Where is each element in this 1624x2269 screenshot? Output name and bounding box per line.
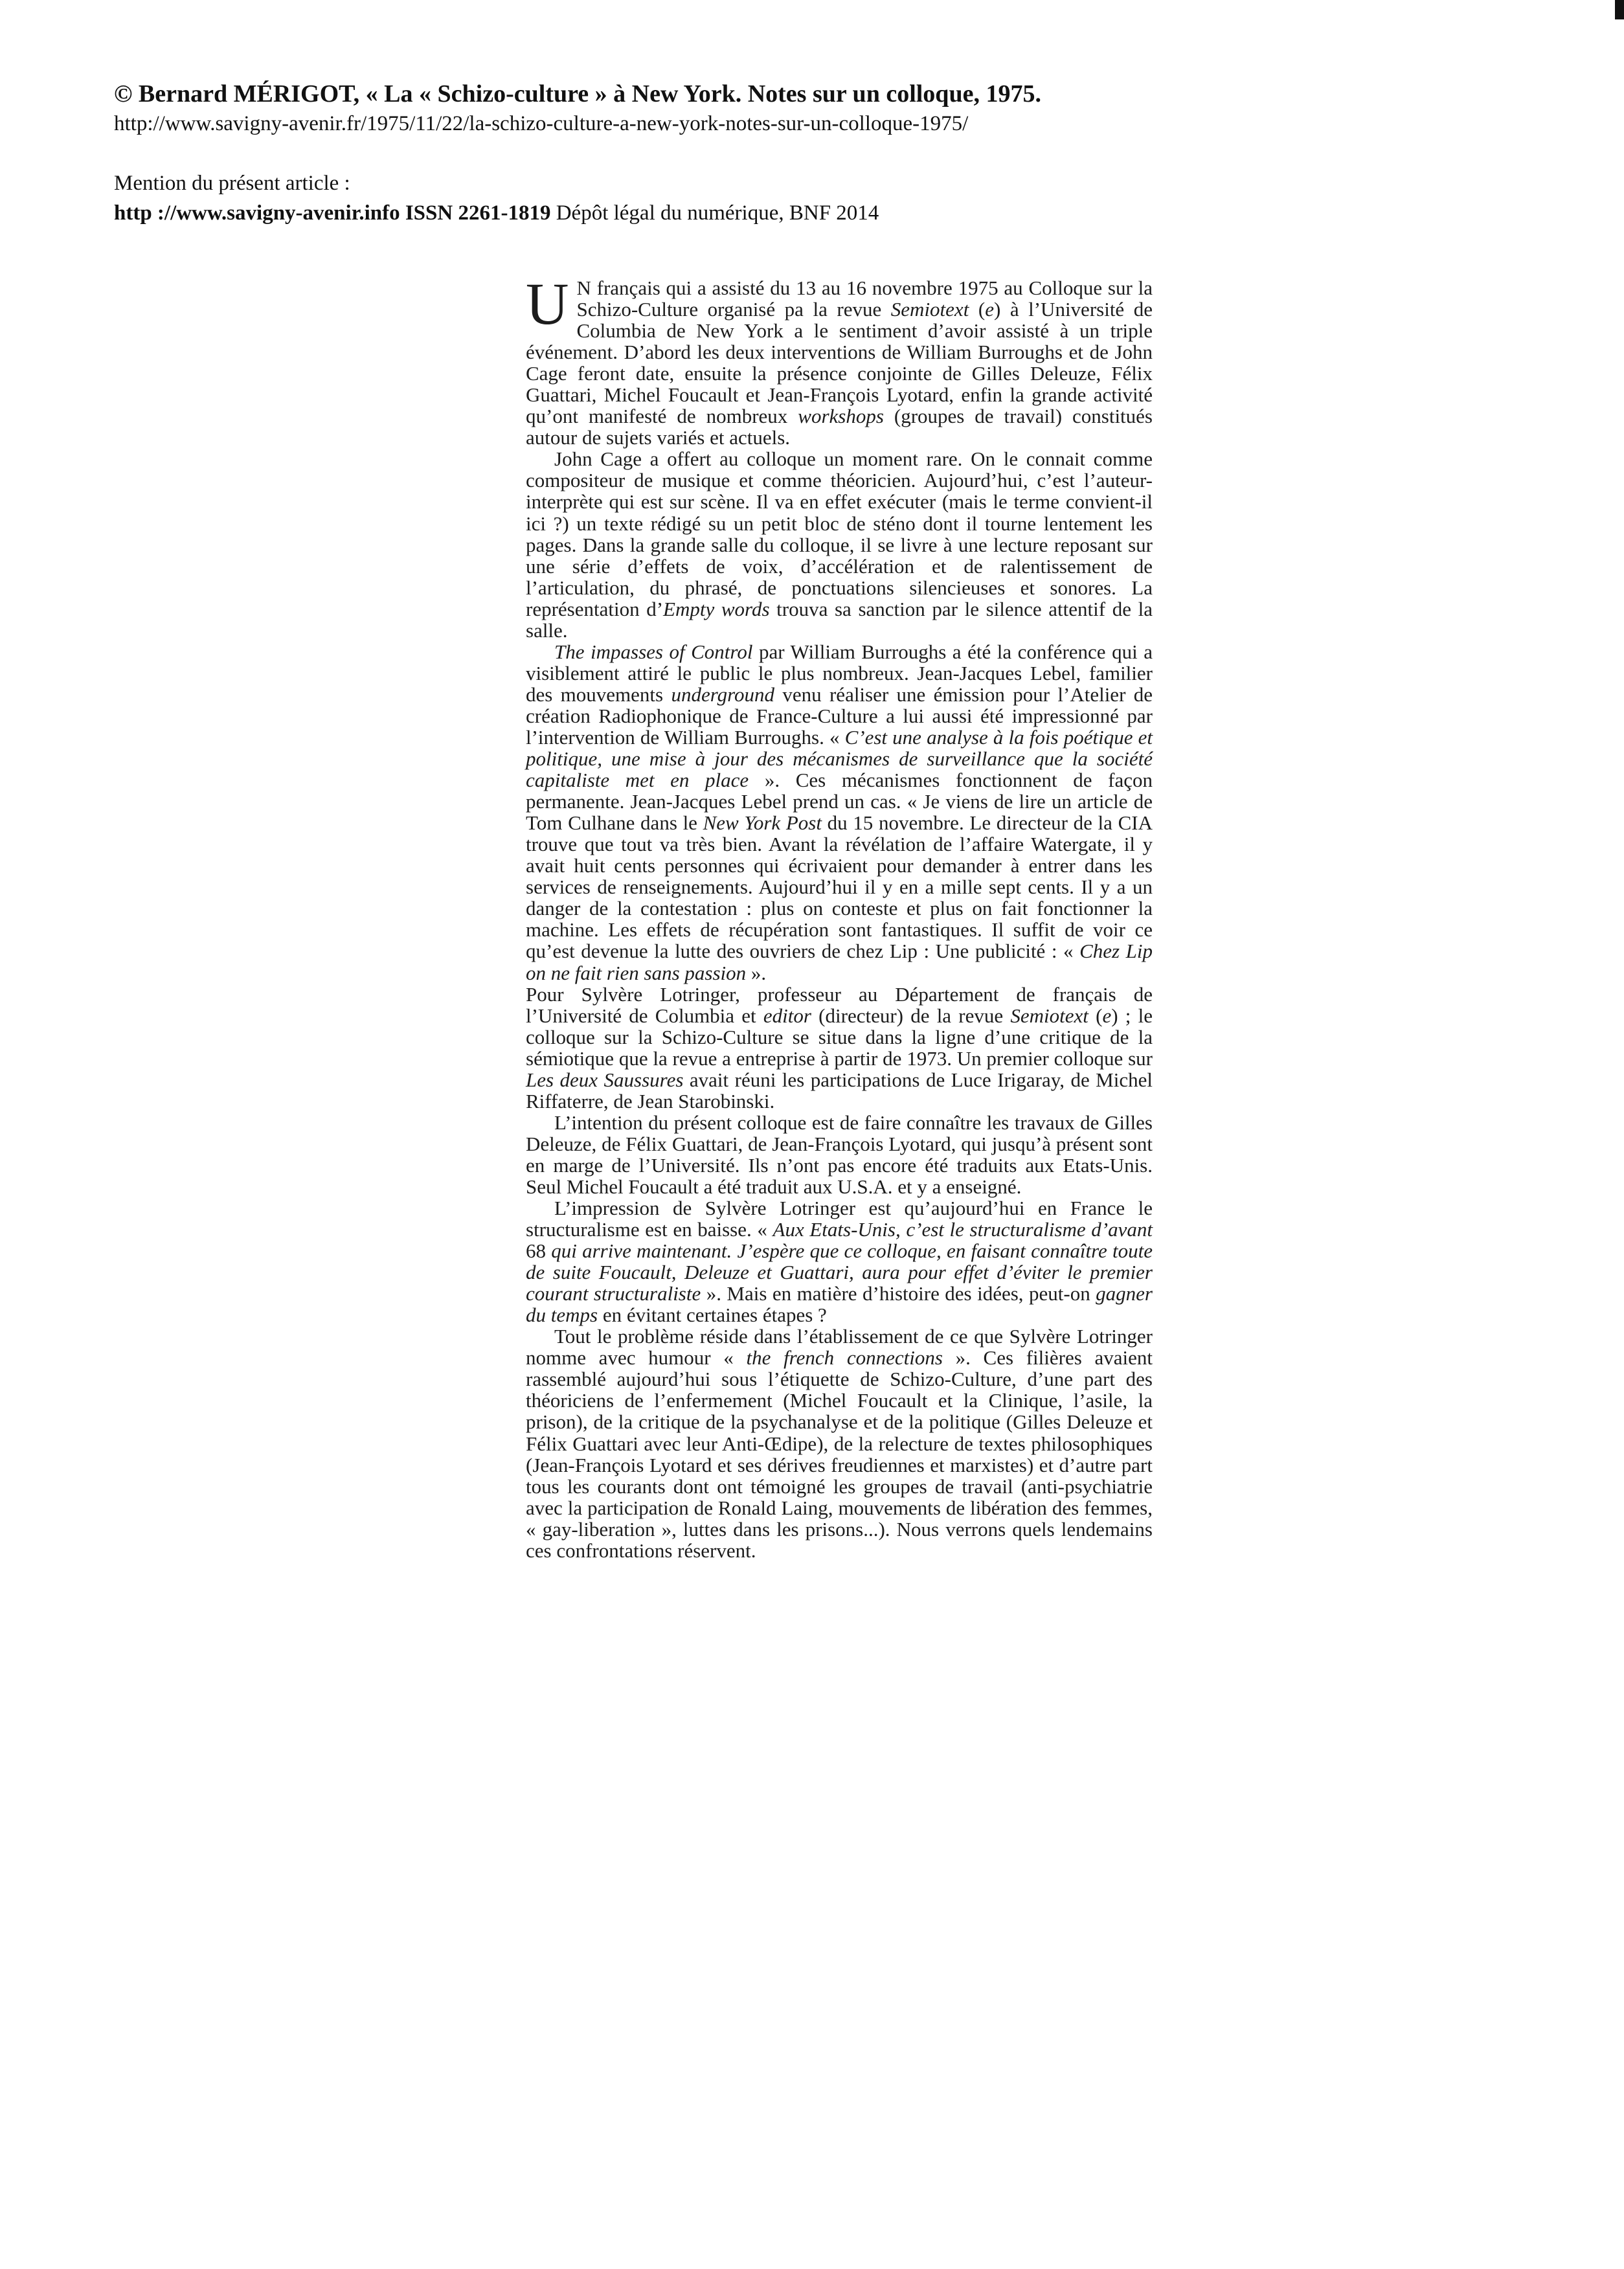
paragraph-1-text [526,271,1153,449]
text-run: L’impression de Sylvère Lotringer est qu’aujourd’hui en France le structuralisme est en baisse. « [526,1197,1153,1241]
italic-run: New York Post [703,811,822,835]
paragraph-3 [526,641,1153,984]
text-run: ( [969,298,986,321]
paragraph-7 [526,1326,1153,1561]
paragraph-4 [526,984,1153,1112]
mention-site[interactable]: http ://www.savigny-avenir.info ISSN 2261-1819 [114,201,551,225]
italic-run: Les deux Saussures [526,1068,684,1091]
drop-cap: U [526,271,569,337]
italic-run: underground [671,683,775,706]
paragraph-6 [526,1197,1153,1326]
text-run: ) à l’Université de Columbia de New York a le sentiment d’avoir assisté à un triple événement. D’abord les deux interventions de William Burroughs et de John Cage feront date, ensuite la présence conjointe de Gilles Deleuze, Félix Guattari, Michel Foucault et Jean-François Lyotard, enfin la grande activité qu’ont manifesté de nombreux [526,298,1153,428]
italic-run: gagner du temps [526,1282,1153,1327]
scan-edge-mark [1615,0,1624,19]
text-run: ». Ces filières avaient rassemblé aujourd’hui sous l’étiquette de Schizo-Culture, d’une part des théoriciens de l’enfermement (Michel Foucault et la Clinique, l’asile, la prison), de la critique de la psychanalyse et de la politique (Gilles Deleuze et Félix Guattari avec leur Anti-Œdipe), de la relecture de textes philosophiques (Jean-François Lyotard et ses dérives freudiennes et marxistes) et d’autre part tous les courants dont ont témoigné les groupes de travail (anti-psychiatrie avec la participation de Ronald Laing, mouvements de libération des femmes, « gay-liberation », luttes dans les prisons...). Nous verrons quels lendemains ces confrontations réservent. [526,1346,1153,1562]
citation-header [114,79,1539,228]
text-run: 68 [526,1239,552,1263]
text-run: du 15 novembre. Le directeur de la CIA trouve que tout va très bien. Avant la révélation de l’affaire Watergate, il y avait huit cents personnes qui écrivaient pour demander à entrer dans les services de renseignements. Aujourd’hui il y en a mille sept cents. Il y a un danger de la contestation : plus on conteste et plus on fait fonctionner la machine. Les effets de récupération sont fantastiques. Il suffit de voir ce qu’est devenue la lutte des ouvriers de chez Lip : Une publicité : « [526,811,1153,963]
mention-legal-deposit: Dépôt légal du numérique, BNF 2014 [550,201,879,225]
mention-line [114,198,1539,228]
italic-run: Semiotext [890,298,969,321]
italic-run: Semiotext [1010,1004,1088,1027]
text-run: trouva sa sanction par le silence attentif de la salle. [526,597,1153,642]
paragraph-2 [526,448,1153,640]
italic-run: The impasses of Control [554,640,753,663]
source-url[interactable]: http://www.savigny-avenir.fr/1975/11/22/la-schizo-culture-a-new-york-notes-sur-un-colloque-1975/ [114,112,969,135]
italic-run: C’est une analyse à la fois poétique et politique, une mise à jour des mécanismes de surveillance que la société capitaliste met en place [526,725,1153,792]
text-run: ( [1088,1004,1103,1027]
italic-run: Chez Lip on ne fait rien sans passion [526,940,1153,984]
text-run: en évitant certaines étapes ? [598,1304,827,1327]
text-run: ». [746,961,767,984]
text-run: Tout le problème réside dans l’établissement de ce que Sylvère Lotringer nomme avec humour « [526,1325,1153,1370]
text-run: ». Mais en matière d’histoire des idées, peut-on [701,1282,1096,1305]
text-run: N français qui a assisté du 13 au 16 novembre 1975 au Colloque sur la Schizo-Culture organisé pa la revue [576,277,1153,321]
text-run: John Cage a offert au colloque un moment rare. On le connait comme compositeur de musique et comme théoricien. Aujourd’hui, c’est l’auteur-interprète qui est sur scène. Il va en effet exécuter (mais le terme convient-il ici ?) un texte rédigé su un petit bloc de sténo dont il tourne lentement les pages. Dans la grande salle du colloque, il se livre à une lecture reposant sur une série d’effets de voix, d’accélération et de ralentissement de l’articulation, du phrasé, de ponctuations silencieuses et sonores. La représentation d’ [526,447,1153,620]
text-run: ». Ces mécanismes fonctionnent de façon permanente. Jean-Jacques Lebel prend un cas. « Je viens de lire un article de Tom Culhane dans le [526,769,1153,835]
citation-title: © Bernard MÉRIGOT, « La « Schizo-culture » à New York. Notes sur un colloque, 1975. [114,80,1041,107]
text-run: Pour Sylvère Lotringer, professeur au Département de français de l’Université de Columbia et [526,982,1153,1027]
paragraph-5 [526,1112,1153,1197]
text-run: venu réaliser une émission pour l’Atelier de création Radiophonique de France-Culture a lui aussi été impressionné par l’intervention de William Burroughs. « [526,683,1153,749]
text-run: (directeur) de la revue [811,1004,1011,1027]
article-body [526,271,1153,1562]
italic-run: e [985,298,994,321]
italic-run: editor [763,1004,811,1027]
italic-run: Empty words [663,597,770,620]
italic-run: qui arrive maintenant. J’espère que ce colloque, en faisant connaître toute de suite Foucault, Deleuze et Guattari, aura pour effet d’éviter le premier courant structuraliste [526,1239,1153,1305]
italic-run: workshops [798,405,884,428]
italic-run: e [1102,1004,1112,1027]
mention-label: Mention du présent article : [114,172,350,195]
text-run: (groupes de travail) constitués autour de sujets variés et actuels. [526,405,1153,449]
paragraph-1 [526,271,1153,449]
italic-run: Aux Etats-Unis, c’est le structuralisme d’avant [773,1218,1153,1241]
text-run: ) ; le colloque sur la Schizo-Culture se situe dans la ligne d’une critique de la sémiotique que la revue a entreprise à partir de 1973. Un premier colloque sur [526,1004,1153,1070]
text-run: L’intention du présent colloque est de faire connaître les travaux de Gilles Deleuze, de Félix Guattari, de Jean-François Lyotard, qui jusqu’à présent sont en marge de l’Université. Ils n’ont pas encore été traduits aux Etats-Unis. Seul Michel Foucault a été traduit aux U.S.A. et y a enseigné. [526,1111,1153,1198]
italic-run: the french connections [746,1346,943,1370]
text-run: par William Burroughs a été la conférence qui a visiblement attiré le public le plus nombreux. Jean-Jacques Lebel, familier des mouvements [526,640,1153,706]
text-run: avait réuni les participations de Luce Irigaray, de Michel Riffaterre, de Jean Starobinski. [526,1068,1153,1112]
